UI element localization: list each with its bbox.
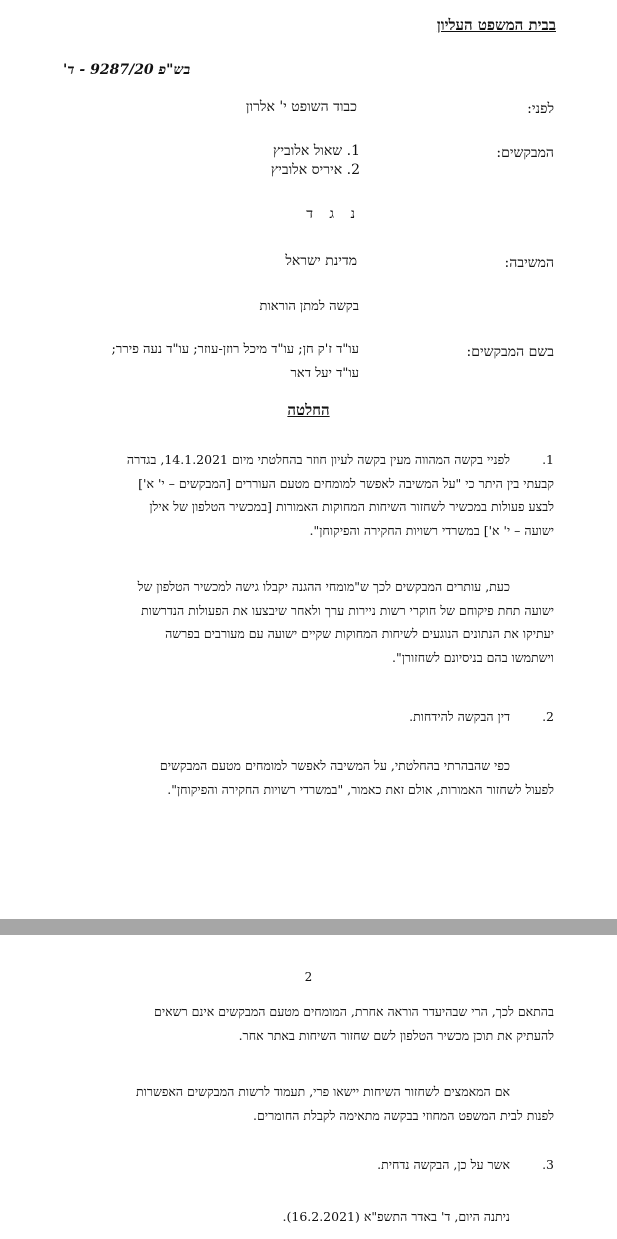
paragraph-line: לפנות לבית המשפט המחוזי בבקשה מתאימה לקבלת החומרים. [253,1107,554,1123]
paragraph-7 [54,1153,554,1177]
applicant-item: 1. שאול אלוביץ [273,143,360,159]
court-name: בבית המשפט העליון [436,16,556,34]
paragraph-4 [54,754,554,801]
paragraph-2 [54,575,554,669]
paragraph-number: 1. [542,452,554,467]
paragraph-5 [54,1000,554,1047]
versus-label: נ ג ד [306,206,361,222]
paragraph-number: 3. [542,1157,554,1172]
counsel-line: עו"ד יעל דאר [290,366,359,381]
paragraph-line: דין הבקשה להידחות. [409,709,510,724]
applicants-label: המבקשים: [496,145,554,161]
request-title: בקשה למתן הוראות [259,299,359,314]
judge-name: כבוד השופט י' אלרון [245,99,357,115]
paragraph-3 [54,705,554,729]
paragraph-line: לבצע פעולות במכשיר לשחזור השיחות המחוקות האמורות [במכשיר הטלפון של אילן [149,499,554,514]
counsel-line: עו"ד ז'ק חן; עו"ד מיכל רוזן-עוזר; עו"ד נעה פירר; [111,342,359,357]
paragraph-8 [54,1205,554,1229]
paragraph-line: אשר על כן, הבקשה נדחית. [377,1157,510,1172]
paragraph-line: ישועה – י' א'] במשרדי רשויות החקירה והפיקוחן". [309,522,554,538]
paragraph-line: קבעתי בין היתר כי "על המשיבה לאפשר למומחים מטעם העוררים [המבקשים – י' א'] [138,475,554,491]
paragraph-line: יעתיקו את הנתונים הנוגעים לשיחות המחוקות שקיים ישועה עם מעורבים בפרשה [165,626,554,641]
paragraph-line: לפניי בקשה המהווה מעין בקשה לעיון חוזר בהחלטתי מיום 14.1.2021, בגדרה [126,452,510,467]
paragraph-1 [54,448,554,542]
paragraph-6 [54,1080,554,1127]
case-number: בש"פ 9287/20 - ד' [63,62,191,78]
page-number: 2 [304,970,313,984]
paragraph-line: אם המאמצים לשחזור השיחות יישאו פרי, תעמוד לרשות המבקשים האפשרות [136,1084,510,1099]
applicant-item: 2. איריס אלוביץ [270,162,360,178]
decision-title: החלטה [287,401,330,419]
page-break-divider [0,919,617,935]
paragraph-line: ניתנה היום, ד' באדר התשפ"א (16.2.2021). [282,1209,510,1224]
before-label: לפני: [527,101,554,117]
paragraph-line: לפעול לשחזור האמורות, אולם זאת כאמור, "במשרדי רשויות החקירה והפיקוחן". [167,781,554,797]
respondent-name: מדינת ישראל [285,253,357,269]
counsel-label: בשם המבקשים: [466,344,554,360]
paragraph-line: כעת, עותרים המבקשים לכך ש"מומחי ההגנה יקבלו גישה למכשיר הטלפון של [137,579,510,594]
paragraph-number: 2. [542,709,554,724]
paragraph-line: ישועה תחת פיקוחם של חוקרי רשות ניירות ערך ולאחר שיבצעו את הפעולות הנדרשות [141,602,554,618]
paragraph-line: כפי שהבהרתי בהחלטתי, על המשיבה לאפשר למומחים מטעם המבקשים [159,758,510,773]
paragraph-line: להעתיק את תוכן מכשיר הטלפון לשם שחזור השיחות באתר אחר. [238,1027,554,1043]
paragraph-line: בהתאם לכך, הרי שבהיעדר הוראה אחרת, המומחים מטעם המבקשים אינם רשאים [154,1004,554,1019]
paragraph-line: וישתמשו בהם בניסיונם לשחזורן". [392,649,554,665]
respondent-label: המשיבה: [504,255,554,271]
